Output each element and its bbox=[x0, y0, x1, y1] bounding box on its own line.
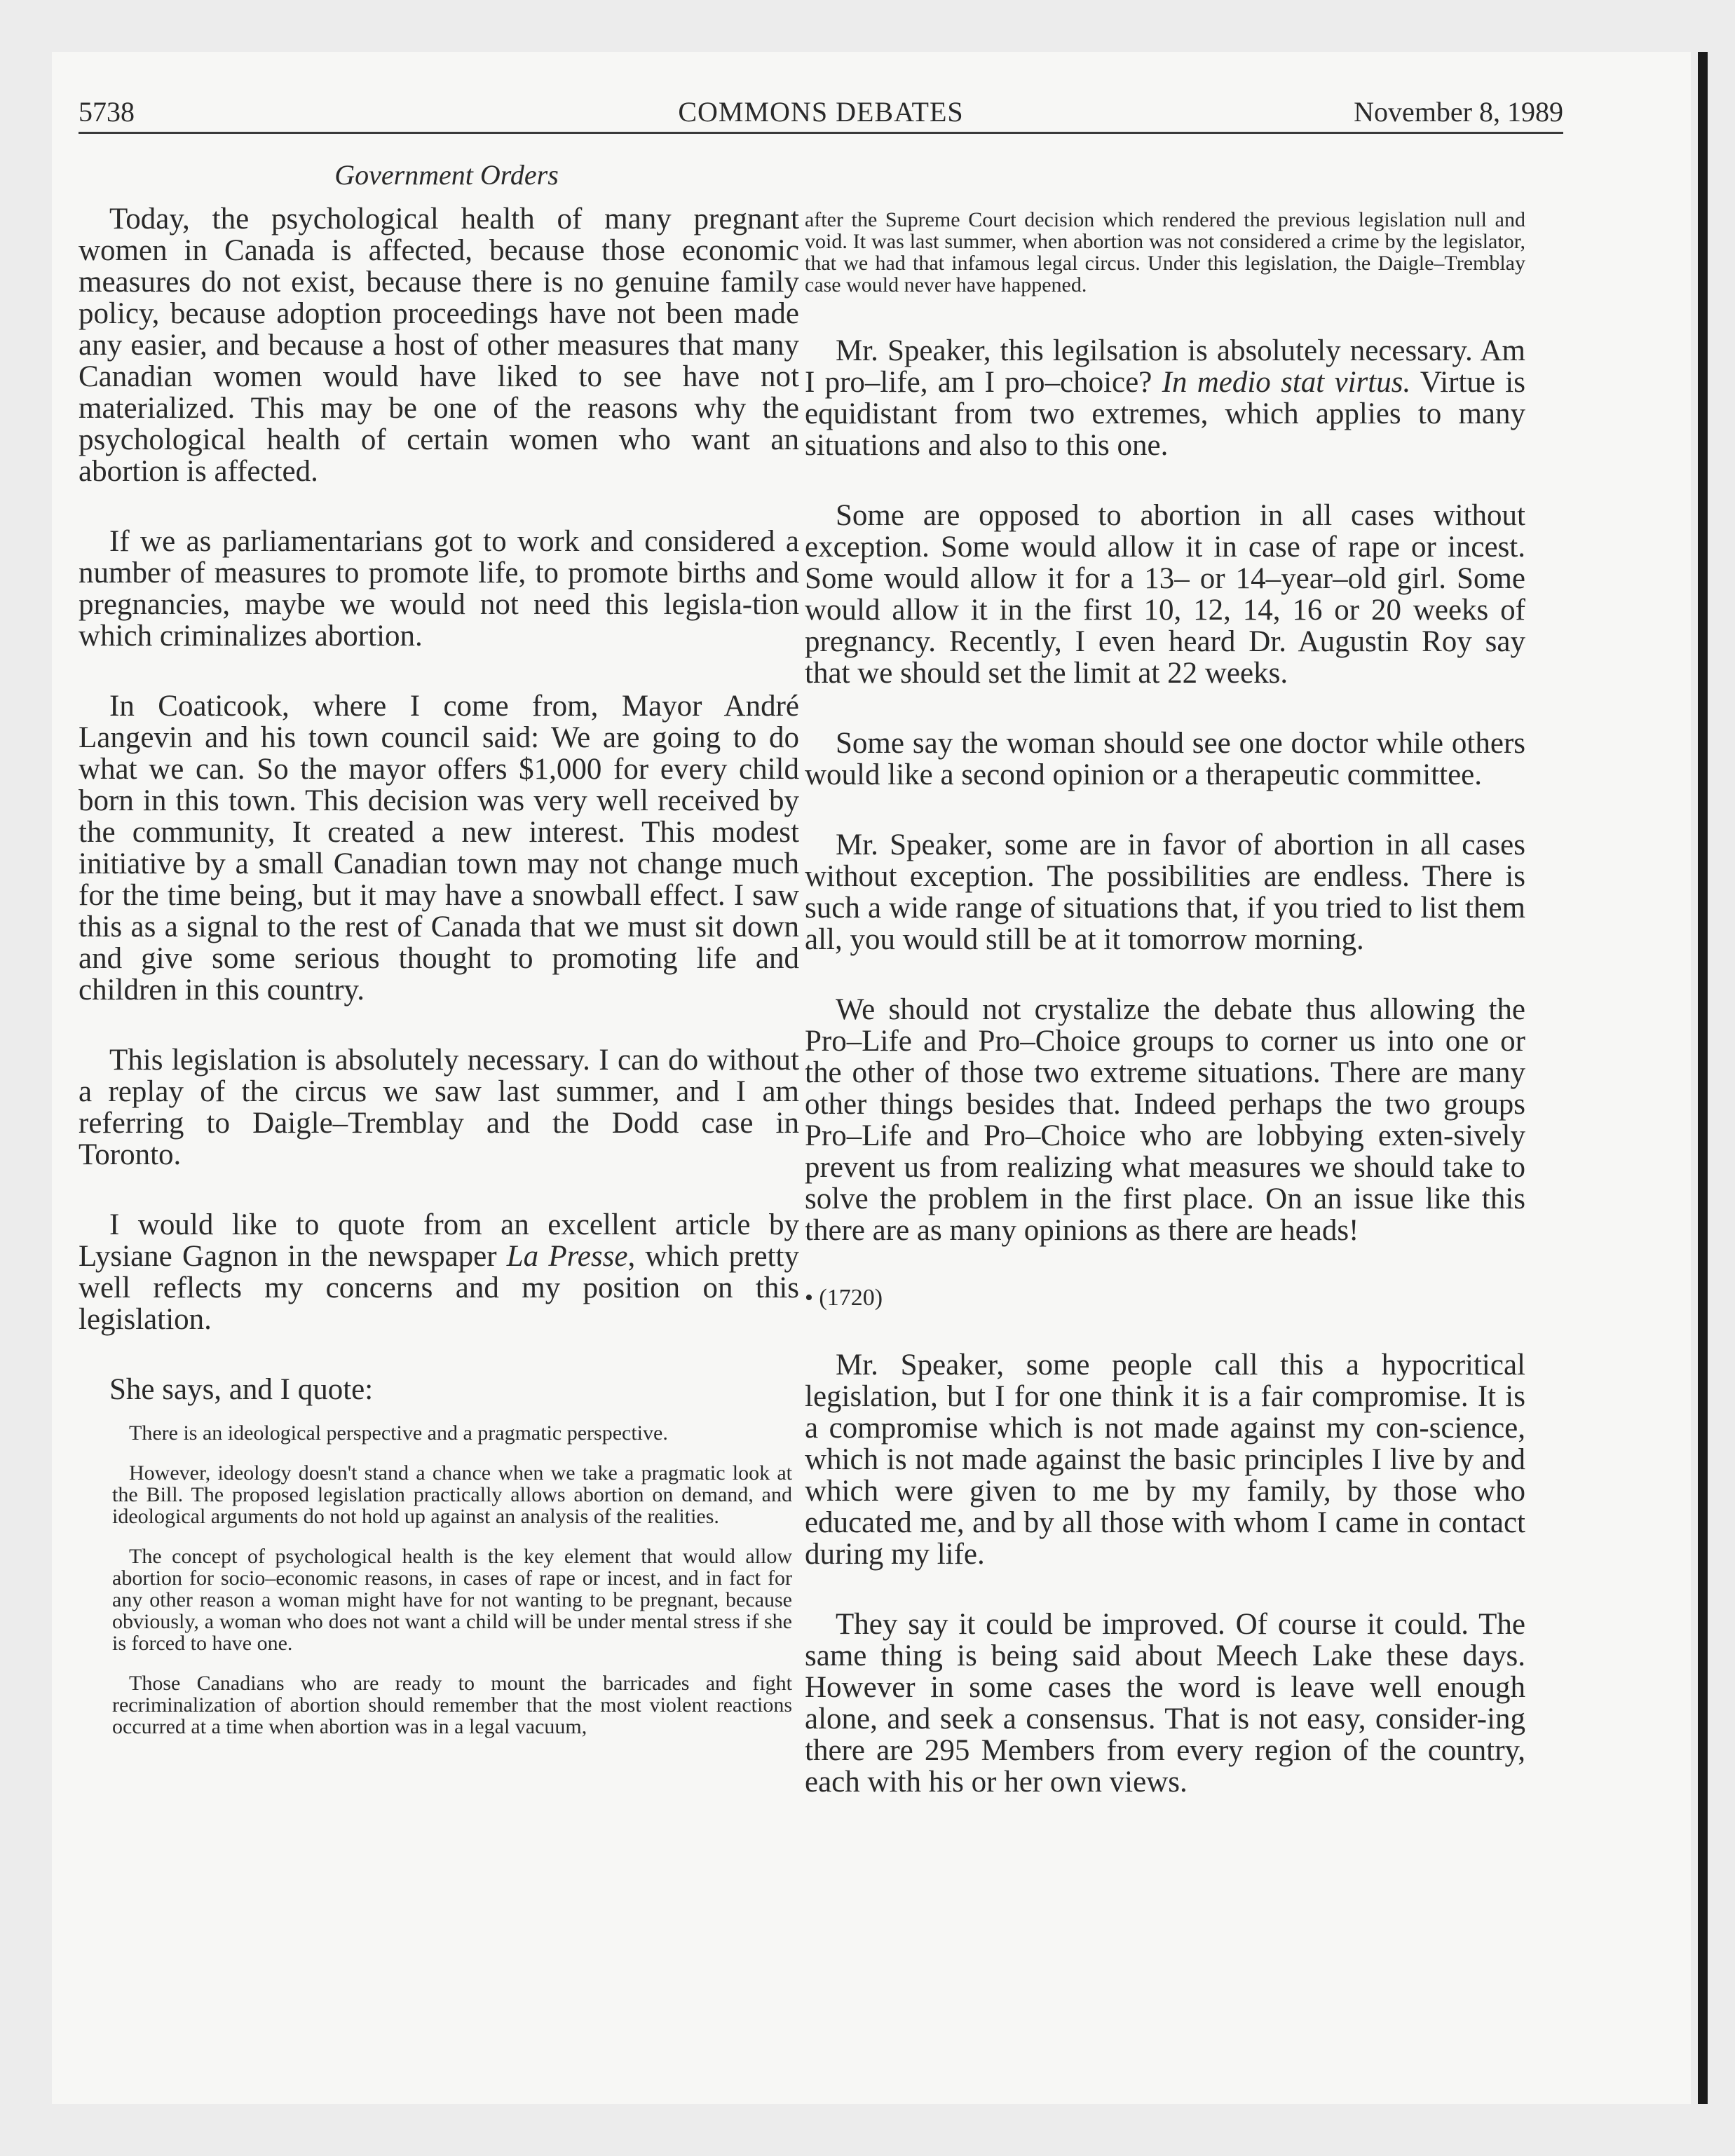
paragraph-text: I would like to quote from an excellent article by Lysiane Gagnon in the newspaper bbox=[79, 1208, 799, 1273]
paragraph: We should not crystalize the debate thus allowing the Pro–Life and Pro–Choice groups to corner us into one or the other of those two extreme situations. There are many other things besides that. Indeed perhaps the two groups Pro–Life and Pro–Choice who are lobbying exten-sively prevent us from realizing what measures we should take to solve the problem in the first place. On an issue like this there are as many opinions as there are heads! bbox=[805, 993, 1525, 1247]
quote-paragraph: However, ideology doesn't stand a chance when we take a pragmatic look at the Bill. The proposed legislation practically allows abortion on demand, and ideological arguments do not hold up against an analysis of the realities. bbox=[112, 1461, 792, 1528]
paragraph: This legislation is absolutely necessary. I can do without a replay of the circus we saw last summer, and I am referring to Daigle–Tremblay and the Dodd case in Toronto. bbox=[79, 1044, 799, 1171]
paragraph: Some say the woman should see one doctor while others would like a second opinion or a therapeutic committee. bbox=[805, 727, 1525, 791]
paragraph-text: Mr. Speaker, this legilsation is absolutely necessary. Am I pro–life, am I pro–choice? bbox=[805, 334, 1525, 399]
quote-paragraph: Those Canadians who are ready to mount the barricades and fight recriminalization of abortion should remember that the most violent reactions occurred at a time when abortion was in a legal vacuum, bbox=[112, 1672, 792, 1738]
quote-lead: She says, and I quote: bbox=[109, 1373, 374, 1406]
newspaper-title: La Presse bbox=[506, 1240, 628, 1273]
scan-edge-bar bbox=[1698, 52, 1708, 2104]
timestamp: • (1720) bbox=[805, 1285, 883, 1311]
right-column bbox=[805, 209, 1525, 1836]
paragraph: Today, the psychological health of many pregnant women in Canada is affected, because those economic measures do not exist, because there is no genuine family policy, because adoption proceedings have not been made any easier, and because a host of other measures that many Canadian women would have liked to see have not materialized. This may be one of the reasons why the psychological health of certain women who want an abortion is affected. bbox=[79, 203, 799, 488]
page-header bbox=[79, 90, 1563, 134]
paragraph: If we as parliamentarians got to work and considered a number of measures to promote life, to promote births and pregnancies, maybe we would not need this legisla-tion which criminalizes abortion. bbox=[79, 525, 799, 653]
paragraph-text: Virtue is equidistant from two extremes, which applies to many situations and also to this one. bbox=[805, 366, 1525, 462]
section-title: Government Orders bbox=[334, 159, 559, 191]
paragraph bbox=[79, 1209, 799, 1335]
issue-date: November 8, 1989 bbox=[1354, 96, 1563, 128]
paragraph-text: , which pretty well reflects my concerns and my position on this legislation. bbox=[79, 1240, 799, 1336]
paragraph bbox=[805, 335, 1525, 461]
paragraph: Some are opposed to abortion in all cases without exception. Some would allow it in case of rape or incest. Some would allow it for a 13– or 14–year–old girl. Some would allow it in the first 10, 12, 14, 16 or 20 weeks of pregnancy. Recently, I even heard Dr. Augustin Roy say that we should set the limit at 22 weeks. bbox=[805, 499, 1525, 690]
paragraph: Mr. Speaker, some people call this a hypocritical legislation, but I for one think it is a fair compromise. It is a compromise which is not made against my con-science, which is not made against the basic principles I live by and which were given to me by my family, by those who educated me, and by all those with whom I came in contact during my life. bbox=[805, 1349, 1525, 1571]
paragraph: In Coaticook, where I come from, Mayor André Langevin and his town council said: We are going to do what we can. So the mayor offers $1,000 for every child born in this town. This decision was very well received by the community, It created a new interest. This modest initiative by a small Canadian town may not change much for the time being, but it may have a snowball effect. I saw this as a signal to the rest of Canada that we must sit down and give some serious thought to promoting life and children in this country. bbox=[79, 690, 799, 1007]
paragraph: They say it could be improved. Of course it could. The same thing is being said about Meech Lake these days. However in some cases the word is leave well enough alone, and seek a consensus. That is not easy, consider-ing there are 295 Members from every region of the country, each with his or her own views. bbox=[805, 1608, 1525, 1799]
quote-paragraph: The concept of psychological health is the key element that would allow abortion for socio–economic reasons, in cases of rape or incest, and in fact for any other reason a woman might have for not wanting to be pregnant, because obviously, a woman who does not want a child will be under mental stress if she is forced to have one. bbox=[112, 1545, 792, 1655]
left-column bbox=[79, 203, 799, 1756]
journal-title: COMMONS DEBATES bbox=[678, 96, 964, 128]
quote-paragraph: There is an ideological perspective and a pragmatic perspective. bbox=[129, 1421, 668, 1445]
latin-phrase: In medio stat virtus. bbox=[1162, 366, 1411, 399]
quote-paragraph-continued: after the Supreme Court decision which rendered the previous legislation null and void. It was last summer, when abortion was not considered a crime by the legislator, that we had that infamous legal circus. Under this legislation, the Daigle–Tremblay case would never have happened. bbox=[805, 208, 1525, 296]
paragraph: Mr. Speaker, some are in favor of abortion in all cases without exception. The possibilities are endless. There is such a wide range of situations that, if you tried to list them all, you would still be at it tomorrow morning. bbox=[805, 828, 1525, 956]
page-number: 5738 bbox=[79, 96, 135, 128]
